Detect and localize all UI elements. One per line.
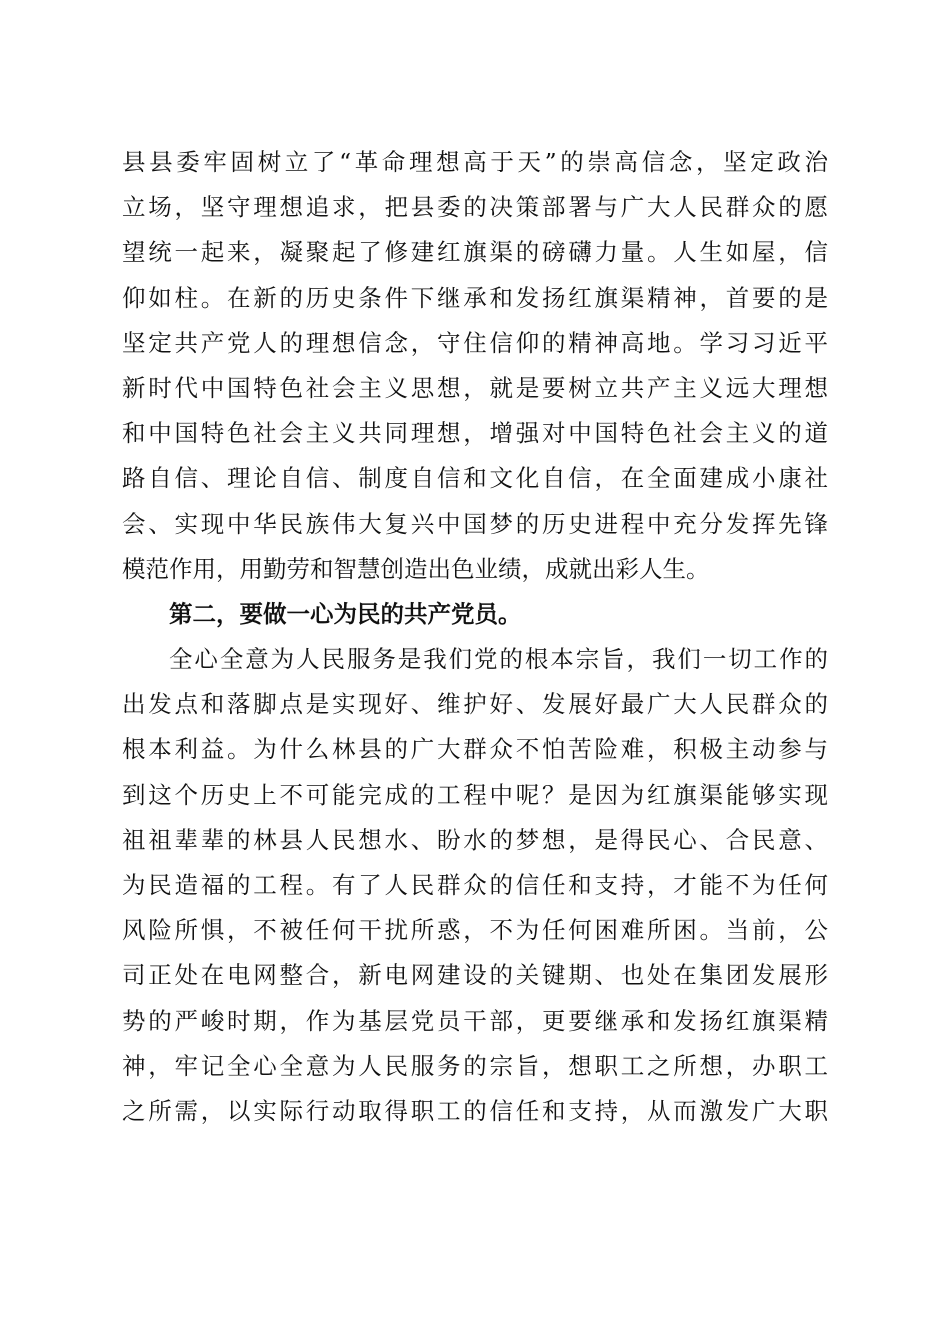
text-line: 新时代中国特色社会主义思想，就是要树立共产主义远大理想	[122, 373, 828, 402]
text-line: 风险所惧，不被任何干扰所惑，不为任何困难所困。当前，公	[122, 916, 828, 945]
paragraph-2	[122, 637, 828, 1134]
text-line: 出发点和落脚点是实现好、维护好、发展好最广大人民群众的	[122, 690, 828, 719]
document-body	[122, 140, 828, 1134]
text-line: 坚定共产党人的理想信念，守住信仰的精神高地。学习习近平	[122, 328, 828, 357]
text-line: 祖祖辈辈的林县人民想水、盼水的梦想，是得民心、合民意、	[122, 825, 828, 854]
text-line: 司正处在电网整合，新电网建设的关键期、也处在集团发展形	[122, 961, 828, 990]
text-line: 望统一起来，凝聚起了修建红旗渠的磅礴力量。人生如屋，信	[122, 238, 828, 267]
text-line: 会、实现中华民族伟大复兴中国梦的历史进程中充分发挥先锋	[122, 509, 828, 538]
paragraph-1	[122, 140, 828, 592]
text-line: 立场，坚守理想追求，把县委的决策部署与广大人民群众的愿	[122, 193, 828, 222]
text-line: 根本利益。为什么林县的广大群众不怕苦险难，积极主动参与	[122, 735, 828, 764]
text-line: 路自信、理论自信、制度自信和文化自信，在全面建成小康社	[122, 464, 828, 493]
section-heading: 第二，要做一心为民的共产党员。	[169, 599, 522, 628]
text-line: 模范作用，用勤劳和智慧创造出色业绩，成就出彩人生。	[122, 554, 710, 583]
text-line: 为民造福的工程。有了人民群众的信任和支持，才能不为任何	[122, 871, 828, 899]
text-line: 和中国特色社会主义共同理想，增强对中国特色社会主义的道	[122, 419, 828, 448]
text-line: 到这个历史上不可能完成的工程中呢？是因为红旗渠能够实现	[122, 780, 828, 809]
text-line: 之所需，以实际行动取得职工的信任和支持，从而激发广大职	[122, 1096, 828, 1125]
text-line: 神，牢记全心全意为人民服务的宗旨，想职工之所想，办职工	[122, 1051, 828, 1080]
text-line: 势的严峻时期，作为基层党员干部，更要继承和发扬红旗渠精	[122, 1006, 828, 1035]
text-line: 全心全意为人民服务是我们党的根本宗旨，我们一切工作的	[169, 645, 828, 674]
text-line: 县县委牢固树立了“革命理想高于天”的崇高信念，坚定政治	[122, 148, 828, 176]
text-line: 仰如柱。在新的历史条件下继承和发扬红旗渠精神，首要的是	[122, 283, 828, 312]
